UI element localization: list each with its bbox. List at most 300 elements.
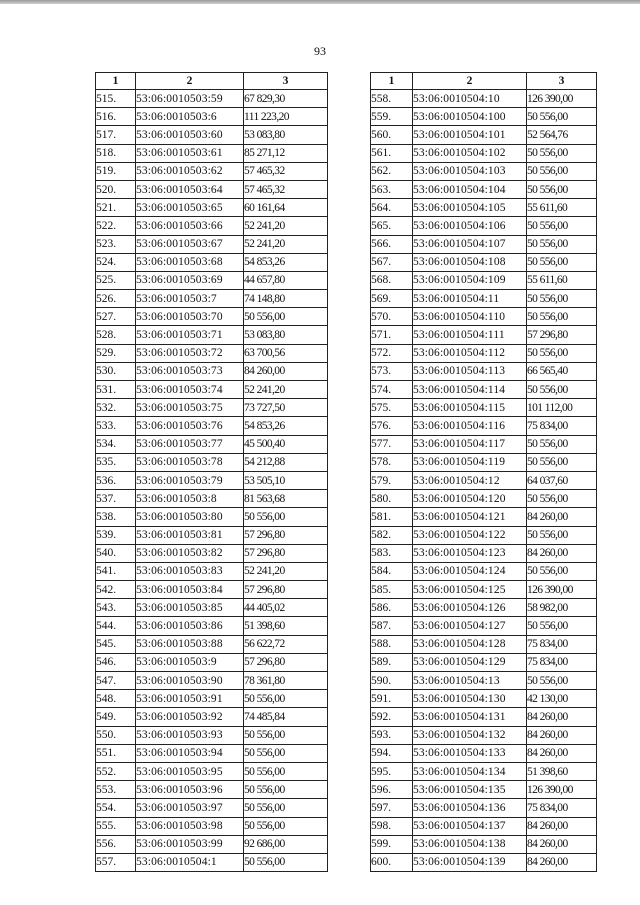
table-row [96, 635, 328, 653]
cadastral-number: 53:06:0010503:77 [136, 435, 244, 453]
cadastral-value: 84 260,00 [527, 853, 597, 871]
row-number: 544. [96, 617, 136, 635]
row-number: 526. [96, 290, 136, 308]
cadastral-value: 52 564,76 [527, 126, 597, 144]
table-row [96, 417, 328, 435]
table-row [371, 726, 597, 744]
cadastral-number: 53:06:0010503:8 [136, 490, 244, 508]
row-number: 562. [371, 162, 413, 180]
row-number: 560. [371, 126, 413, 144]
cadastral-number: 53:06:0010504:107 [413, 235, 527, 253]
table-row [371, 690, 597, 708]
table-row [96, 435, 328, 453]
row-number: 524. [96, 253, 136, 271]
cadastral-number: 53:06:0010504:104 [413, 180, 527, 198]
cadastral-value: 50 556,00 [244, 726, 328, 744]
table-row [96, 90, 328, 108]
cadastral-value: 50 556,00 [527, 617, 597, 635]
row-number: 563. [371, 180, 413, 198]
table-row [371, 326, 597, 344]
row-number: 574. [371, 381, 413, 399]
cadastral-value: 57 465,32 [244, 162, 328, 180]
cadastral-number: 53:06:0010504:103 [413, 162, 527, 180]
cadastral-number: 53:06:0010503:66 [136, 217, 244, 235]
cadastral-number: 53:06:0010503:81 [136, 526, 244, 544]
table-row [96, 581, 328, 599]
cadastral-value: 84 260,00 [527, 817, 597, 835]
row-number: 591. [371, 690, 413, 708]
cadastral-value: 75 834,00 [527, 653, 597, 671]
cadastral-number: 53:06:0010504:12 [413, 471, 527, 489]
cadastral-number: 53:06:0010503:6 [136, 108, 244, 126]
cadastral-value: 57 465,32 [244, 180, 328, 198]
cadastral-number: 53:06:0010503:88 [136, 635, 244, 653]
cadastral-value: 52 241,20 [244, 562, 328, 580]
table-row [96, 708, 328, 726]
row-number: 593. [371, 726, 413, 744]
row-number: 521. [96, 199, 136, 217]
cadastral-number: 53:06:0010503:80 [136, 508, 244, 526]
row-number: 581. [371, 508, 413, 526]
cadastral-number: 53:06:0010504:121 [413, 508, 527, 526]
cadastral-number: 53:06:0010504:123 [413, 544, 527, 562]
row-number: 567. [371, 253, 413, 271]
row-number: 589. [371, 653, 413, 671]
table-row [96, 162, 328, 180]
cadastral-number: 53:06:0010504:127 [413, 617, 527, 635]
table-row [96, 308, 328, 326]
table-row [371, 653, 597, 671]
table-row [371, 217, 597, 235]
table-row [96, 217, 328, 235]
cadastral-value: 78 361,80 [244, 672, 328, 690]
cadastral-number: 53:06:0010503:91 [136, 690, 244, 708]
table-row [96, 399, 328, 417]
cadastral-number: 53:06:0010503:71 [136, 326, 244, 344]
row-number: 551. [96, 744, 136, 762]
cadastral-number: 53:06:0010503:85 [136, 599, 244, 617]
header-col-2: 2 [136, 73, 244, 90]
header-col-3: 3 [244, 73, 328, 90]
header-col-1: 1 [96, 73, 136, 90]
table-row [371, 199, 597, 217]
cadastral-number: 53:06:0010503:72 [136, 344, 244, 362]
row-number: 531. [96, 381, 136, 399]
cadastral-value: 52 241,20 [244, 217, 328, 235]
header-col-3: 3 [527, 73, 597, 90]
table-row [371, 417, 597, 435]
cadastral-value: 44 657,80 [244, 271, 328, 289]
registry-table-left [95, 72, 328, 872]
table-row [371, 271, 597, 289]
cadastral-value: 42 130,00 [527, 690, 597, 708]
registry-table-right [370, 72, 597, 872]
cadastral-value: 84 260,00 [527, 835, 597, 853]
row-number: 548. [96, 690, 136, 708]
cadastral-number: 53:06:0010503:60 [136, 126, 244, 144]
row-number: 600. [371, 853, 413, 871]
row-number: 515. [96, 90, 136, 108]
row-number: 583. [371, 544, 413, 562]
cadastral-value: 50 556,00 [244, 762, 328, 780]
cadastral-value: 66 565,40 [527, 362, 597, 380]
table-row [96, 235, 328, 253]
cadastral-number: 53:06:0010503:9 [136, 653, 244, 671]
cadastral-value: 84 260,00 [244, 362, 328, 380]
table-row [96, 690, 328, 708]
row-number: 534. [96, 435, 136, 453]
table-row [96, 180, 328, 198]
page-number: 93 [314, 44, 326, 58]
cadastral-number: 53:06:0010503:64 [136, 180, 244, 198]
cadastral-number: 53:06:0010503:70 [136, 308, 244, 326]
cadastral-value: 84 260,00 [527, 708, 597, 726]
cadastral-number: 53:06:0010503:97 [136, 799, 244, 817]
cadastral-value: 84 260,00 [527, 744, 597, 762]
cadastral-value: 50 556,00 [527, 526, 597, 544]
row-number: 566. [371, 235, 413, 253]
cadastral-number: 53:06:0010504:137 [413, 817, 527, 835]
row-number: 564. [371, 199, 413, 217]
table-row [371, 362, 597, 380]
cadastral-value: 45 500,40 [244, 435, 328, 453]
cadastral-value: 85 271,12 [244, 144, 328, 162]
row-number: 582. [371, 526, 413, 544]
cadastral-value: 57 296,80 [244, 526, 328, 544]
cadastral-number: 53:06:0010503:83 [136, 562, 244, 580]
table-row [371, 744, 597, 762]
cadastral-value: 126 390,00 [527, 781, 597, 799]
row-number: 579. [371, 471, 413, 489]
table-row [96, 108, 328, 126]
cadastral-value: 64 037,60 [527, 471, 597, 489]
table-row [371, 562, 597, 580]
row-number: 530. [96, 362, 136, 380]
row-number: 543. [96, 599, 136, 617]
table-row [371, 253, 597, 271]
table-row [371, 835, 597, 853]
row-number: 520. [96, 180, 136, 198]
cadastral-number: 53:06:0010503:73 [136, 362, 244, 380]
cadastral-number: 53:06:0010503:90 [136, 672, 244, 690]
table-row [96, 853, 328, 871]
table-row [96, 508, 328, 526]
row-number: 550. [96, 726, 136, 744]
table-row [371, 126, 597, 144]
table-row [371, 180, 597, 198]
cadastral-number: 53:06:0010504:139 [413, 853, 527, 871]
cadastral-number: 53:06:0010504:111 [413, 326, 527, 344]
row-number: 558. [371, 90, 413, 108]
table-row [371, 471, 597, 489]
table-row [96, 362, 328, 380]
table-row [96, 817, 328, 835]
cadastral-number: 53:06:0010503:68 [136, 253, 244, 271]
cadastral-value: 53 083,80 [244, 126, 328, 144]
table-row [96, 344, 328, 362]
cadastral-number: 53:06:0010503:69 [136, 271, 244, 289]
cadastral-value: 63 700,56 [244, 344, 328, 362]
cadastral-value: 50 556,00 [244, 744, 328, 762]
cadastral-number: 53:06:0010503:94 [136, 744, 244, 762]
table-row [96, 762, 328, 780]
table-row [371, 508, 597, 526]
table-row [371, 817, 597, 835]
cadastral-number: 53:06:0010504:112 [413, 344, 527, 362]
row-number: 519. [96, 162, 136, 180]
row-number: 523. [96, 235, 136, 253]
table-row [96, 835, 328, 853]
cadastral-value: 50 556,00 [527, 308, 597, 326]
cadastral-value: 126 390,00 [527, 90, 597, 108]
row-number: 578. [371, 453, 413, 471]
cadastral-number: 53:06:0010503:96 [136, 781, 244, 799]
cadastral-value: 53 505,10 [244, 471, 328, 489]
row-number: 533. [96, 417, 136, 435]
cadastral-number: 53:06:0010503:78 [136, 453, 244, 471]
cadastral-number: 53:06:0010504:115 [413, 399, 527, 417]
cadastral-value: 56 622,72 [244, 635, 328, 653]
row-number: 528. [96, 326, 136, 344]
row-number: 553. [96, 781, 136, 799]
cadastral-number: 53:06:0010504:10 [413, 90, 527, 108]
row-number: 599. [371, 835, 413, 853]
cadastral-value: 54 853,26 [244, 253, 328, 271]
row-number: 535. [96, 453, 136, 471]
cadastral-value: 50 556,00 [527, 253, 597, 271]
cadastral-value: 57 296,80 [527, 326, 597, 344]
table-row [371, 162, 597, 180]
row-number: 588. [371, 635, 413, 653]
row-number: 568. [371, 271, 413, 289]
table-row [96, 199, 328, 217]
cadastral-value: 84 260,00 [527, 544, 597, 562]
table-row [96, 271, 328, 289]
row-number: 529. [96, 344, 136, 362]
table-row [371, 617, 597, 635]
table-row [371, 290, 597, 308]
cadastral-number: 53:06:0010503:65 [136, 199, 244, 217]
table-row [371, 799, 597, 817]
cadastral-value: 74 148,80 [244, 290, 328, 308]
row-number: 549. [96, 708, 136, 726]
cadastral-number: 53:06:0010503:82 [136, 544, 244, 562]
row-number: 546. [96, 653, 136, 671]
row-number: 527. [96, 308, 136, 326]
table-row [96, 544, 328, 562]
cadastral-value: 50 556,00 [527, 562, 597, 580]
row-number: 556. [96, 835, 136, 853]
scan-edge [0, 0, 640, 4]
cadastral-value: 53 083,80 [244, 326, 328, 344]
cadastral-number: 53:06:0010503:74 [136, 381, 244, 399]
cadastral-value: 50 556,00 [527, 344, 597, 362]
cadastral-number: 53:06:0010503:62 [136, 162, 244, 180]
table-row [371, 453, 597, 471]
cadastral-number: 53:06:0010503:99 [136, 835, 244, 853]
cadastral-value: 55 611,60 [527, 271, 597, 289]
cadastral-number: 53:06:0010503:67 [136, 235, 244, 253]
table-row [96, 526, 328, 544]
cadastral-value: 84 260,00 [527, 726, 597, 744]
table-row [371, 108, 597, 126]
cadastral-number: 53:06:0010504:110 [413, 308, 527, 326]
row-number: 538. [96, 508, 136, 526]
table-row [371, 399, 597, 417]
table-row [96, 253, 328, 271]
table-row [96, 126, 328, 144]
row-number: 571. [371, 326, 413, 344]
cadastral-number: 53:06:0010504:125 [413, 581, 527, 599]
row-number: 525. [96, 271, 136, 289]
row-number: 545. [96, 635, 136, 653]
cadastral-value: 50 556,00 [527, 672, 597, 690]
cadastral-number: 53:06:0010504:101 [413, 126, 527, 144]
cadastral-value: 84 260,00 [527, 508, 597, 526]
cadastral-value: 54 853,26 [244, 417, 328, 435]
table-header-row [96, 73, 328, 90]
table-row [371, 526, 597, 544]
cadastral-value: 75 834,00 [527, 417, 597, 435]
table-row [371, 581, 597, 599]
row-number: 575. [371, 399, 413, 417]
cadastral-number: 53:06:0010504:109 [413, 271, 527, 289]
row-number: 539. [96, 526, 136, 544]
cadastral-number: 53:06:0010504:138 [413, 835, 527, 853]
cadastral-value: 74 485,84 [244, 708, 328, 726]
table-row [96, 617, 328, 635]
cadastral-value: 57 296,80 [244, 653, 328, 671]
row-number: 586. [371, 599, 413, 617]
row-number: 580. [371, 490, 413, 508]
table-row [96, 799, 328, 817]
table-row [96, 144, 328, 162]
cadastral-value: 44 405,02 [244, 599, 328, 617]
table-row [371, 435, 597, 453]
row-number: 565. [371, 217, 413, 235]
table-header-row [371, 73, 597, 90]
cadastral-value: 51 398,60 [244, 617, 328, 635]
cadastral-value: 81 563,68 [244, 490, 328, 508]
header-col-2: 2 [413, 73, 527, 90]
table-row [371, 708, 597, 726]
cadastral-number: 53:06:0010504:13 [413, 672, 527, 690]
table-row [371, 144, 597, 162]
row-number: 587. [371, 617, 413, 635]
cadastral-value: 50 556,00 [244, 508, 328, 526]
row-number: 576. [371, 417, 413, 435]
cadastral-number: 53:06:0010503:79 [136, 471, 244, 489]
row-number: 554. [96, 799, 136, 817]
row-number: 517. [96, 126, 136, 144]
cadastral-value: 73 727,50 [244, 399, 328, 417]
row-number: 542. [96, 581, 136, 599]
row-number: 518. [96, 144, 136, 162]
table-row [371, 235, 597, 253]
row-number: 584. [371, 562, 413, 580]
table-row [96, 490, 328, 508]
cadastral-value: 75 834,00 [527, 799, 597, 817]
cadastral-number: 53:06:0010503:92 [136, 708, 244, 726]
table-row [96, 471, 328, 489]
table-row [371, 635, 597, 653]
table-row [371, 490, 597, 508]
cadastral-number: 53:06:0010504:113 [413, 362, 527, 380]
cadastral-number: 53:06:0010503:75 [136, 399, 244, 417]
table-row [96, 381, 328, 399]
cadastral-value: 57 296,80 [244, 544, 328, 562]
cadastral-number: 53:06:0010504:130 [413, 690, 527, 708]
cadastral-value: 50 556,00 [527, 453, 597, 471]
table-row [96, 781, 328, 799]
row-number: 592. [371, 708, 413, 726]
cadastral-number: 53:06:0010504:131 [413, 708, 527, 726]
cadastral-value: 54 212,88 [244, 453, 328, 471]
cadastral-number: 53:06:0010504:11 [413, 290, 527, 308]
cadastral-value: 50 556,00 [527, 144, 597, 162]
cadastral-value: 50 556,00 [244, 799, 328, 817]
cadastral-value: 50 556,00 [527, 490, 597, 508]
table-row [371, 381, 597, 399]
cadastral-number: 53:06:0010504:119 [413, 453, 527, 471]
cadastral-number: 53:06:0010504:128 [413, 635, 527, 653]
table-row [96, 290, 328, 308]
cadastral-value: 50 556,00 [244, 781, 328, 799]
row-number: 597. [371, 799, 413, 817]
table-row [96, 672, 328, 690]
row-number: 598. [371, 817, 413, 835]
cadastral-number: 53:06:0010504:116 [413, 417, 527, 435]
cadastral-value: 50 556,00 [244, 308, 328, 326]
table-row [96, 453, 328, 471]
cadastral-number: 53:06:0010504:135 [413, 781, 527, 799]
cadastral-value: 50 556,00 [527, 290, 597, 308]
cadastral-number: 53:06:0010504:124 [413, 562, 527, 580]
cadastral-number: 53:06:0010503:7 [136, 290, 244, 308]
table-row [371, 90, 597, 108]
table-row [371, 344, 597, 362]
cadastral-value: 50 556,00 [527, 162, 597, 180]
cadastral-number: 53:06:0010504:122 [413, 526, 527, 544]
cadastral-number: 53:06:0010504:132 [413, 726, 527, 744]
cadastral-value: 67 829,30 [244, 90, 328, 108]
cadastral-value: 50 556,00 [244, 853, 328, 871]
row-number: 552. [96, 762, 136, 780]
table-row [96, 599, 328, 617]
row-number: 570. [371, 308, 413, 326]
row-number: 561. [371, 144, 413, 162]
cadastral-value: 92 686,00 [244, 835, 328, 853]
cadastral-number: 53:06:0010503:93 [136, 726, 244, 744]
row-number: 577. [371, 435, 413, 453]
cadastral-value: 50 556,00 [527, 180, 597, 198]
row-number: 516. [96, 108, 136, 126]
cadastral-value: 50 556,00 [527, 108, 597, 126]
table-row [371, 672, 597, 690]
row-number: 569. [371, 290, 413, 308]
cadastral-number: 53:06:0010504:126 [413, 599, 527, 617]
table-row [96, 326, 328, 344]
cadastral-number: 53:06:0010504:106 [413, 217, 527, 235]
cadastral-number: 53:06:0010504:105 [413, 199, 527, 217]
row-number: 559. [371, 108, 413, 126]
row-number: 585. [371, 581, 413, 599]
cadastral-number: 53:06:0010504:114 [413, 381, 527, 399]
cadastral-value: 50 556,00 [527, 381, 597, 399]
row-number: 537. [96, 490, 136, 508]
cadastral-value: 52 241,20 [244, 381, 328, 399]
cadastral-value: 126 390,00 [527, 581, 597, 599]
